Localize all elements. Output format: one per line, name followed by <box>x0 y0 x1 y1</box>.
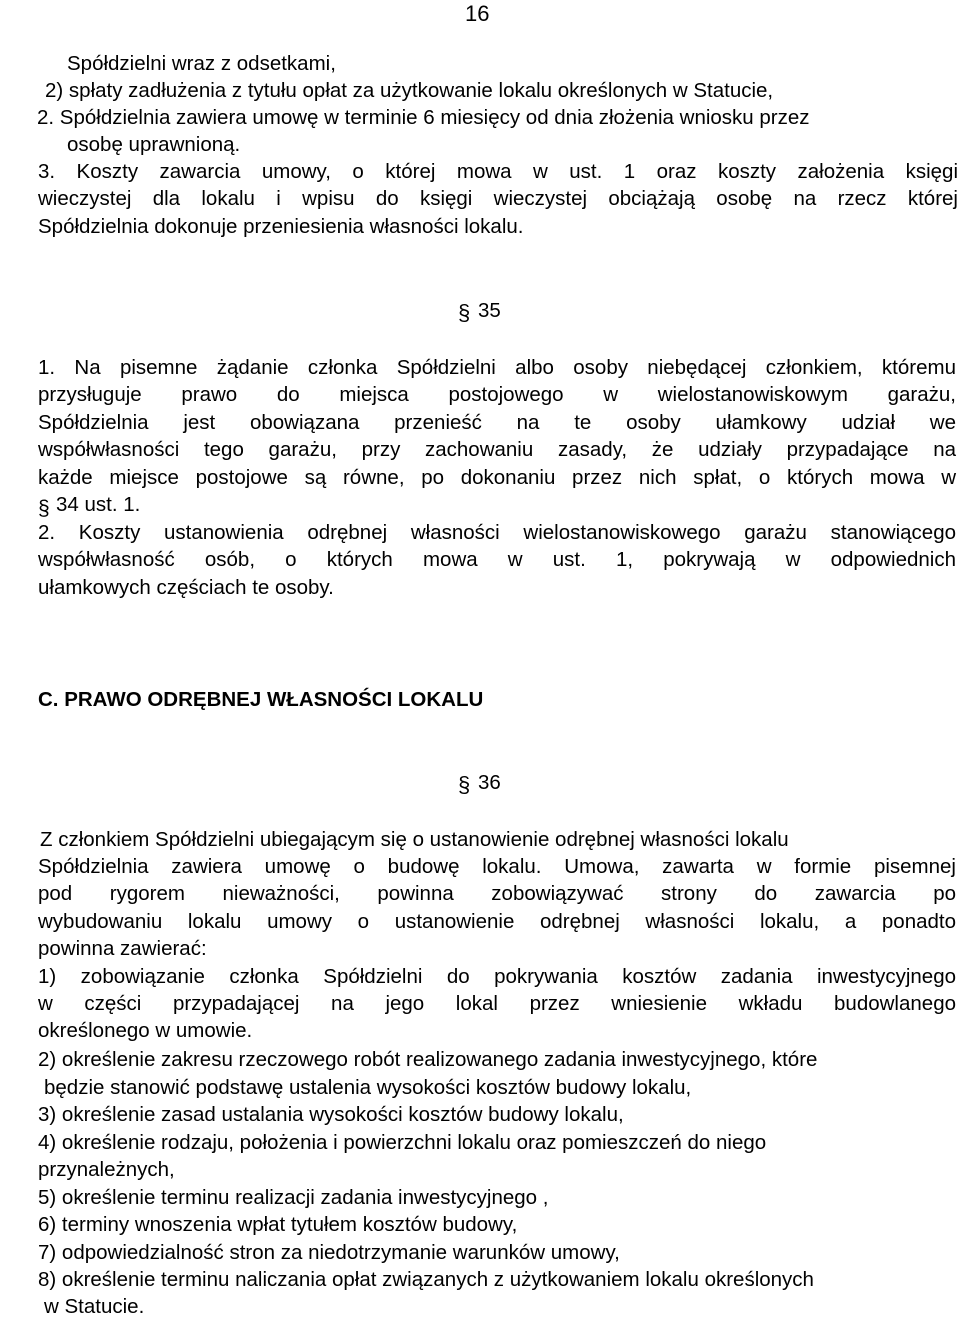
text-line: współwłasności tego garażu, przy zachowaniu zasady, że udziały przypadające na <box>38 438 956 462</box>
text-line: Spółdzielni wraz z odsetkami, <box>67 52 336 75</box>
text-line: określonego w umowie. <box>38 1019 253 1043</box>
list-item: 7) odpowiedzialność stron za niedotrzymanie warunków umowy, <box>38 1241 620 1264</box>
section-sign-icon <box>38 491 52 519</box>
section-heading <box>458 768 501 798</box>
section-sign-icon <box>458 296 472 324</box>
svg-text:§: § <box>458 772 470 796</box>
section-heading <box>458 296 501 326</box>
paragraph <box>38 853 956 1045</box>
list-item: 2) określenie zakresu rzeczowego robót realizowanego zadania inwestycyjnego, które <box>38 1048 818 1071</box>
svg-text:§: § <box>38 497 50 520</box>
section-number: 36 <box>478 771 501 794</box>
list-item: 6) terminy wnoszenia wpłat tytułem kosztów budowy, <box>38 1213 518 1236</box>
section-sign-icon <box>458 768 472 796</box>
text-line: przysługuje prawo do miejsca postojowego w wielostanowiskowym garażu, <box>38 383 956 407</box>
text-line: Spółdzielnia zawiera umowę o budowę lokalu. Umowa, zawarta w formie pisemnej <box>38 855 956 878</box>
paragraph <box>38 354 956 601</box>
chapter-heading: C. PRAWO ODRĘBNEJ WŁASNOŚCI LOKALU <box>38 688 484 711</box>
list-item: 1) zobowiązanie członka Spółdzielni do pokrywania kosztów zadania inwestycyjnego <box>38 964 956 988</box>
text-line: Spółdzielnia dokonuje przeniesienia własności lokalu. <box>38 214 524 238</box>
text-line: 3. Koszty zawarcia umowy, o której mowa w ust. 1 oraz koszty założenia księgi <box>38 160 958 183</box>
text-line: 1. Na pisemne żądanie członka Spółdzielni albo osoby niebędącej członkiem, któremu <box>38 356 956 379</box>
paragraph <box>38 158 958 240</box>
text-line: w Statucie. <box>44 1295 145 1318</box>
text-line: wieczystej dla lokalu i wpisu do księgi wieczystej obciążają osobę na rzecz której <box>38 187 958 211</box>
list-item: 3) określenie zasad ustalania wysokości kosztów budowy lokalu, <box>38 1103 624 1126</box>
text-line: osobę uprawnioną. <box>67 133 241 156</box>
text-line: każde miejsce postojowe są równe, po dokonaniu przez nich spłat, o których mowa w <box>38 465 956 489</box>
section-reference: 34 ust. 1. <box>56 493 141 517</box>
text-line: wybudowaniu lokalu umowy o ustanowienie odrębnej własności lokalu, a ponadto <box>38 909 956 933</box>
page-number: 16 <box>465 1 490 26</box>
list-item: 8) określenie terminu naliczania opłat związanych z użytkowaniem lokalu określonych <box>38 1268 814 1291</box>
list-item: 2. Spółdzielnia zawiera umowę w terminie 6 miesięcy od dnia złożenia wniosku przez <box>37 106 810 129</box>
list-item: 2) spłaty zadłużenia z tytułu opłat za użytkowanie lokalu określonych w Statucie, <box>45 79 774 102</box>
text-line: w części przypadającej na jego lokal przez wniesienie wkładu budowlanego <box>38 992 956 1016</box>
section-number: 35 <box>478 299 501 322</box>
text-line: ułamkowych częściach te osoby. <box>38 575 334 599</box>
text-line: współwłasność osób, o których mowa w ust. 1, pokrywają w odpowiednich <box>38 548 956 572</box>
text-line: Z członkiem Spółdzielni ubiegającym się o ustanowienie odrębnej własności lokalu <box>40 828 789 851</box>
list-item: 4) określenie rodzaju, położenia i powierzchni lokalu oraz pomieszczeń do niego <box>38 1131 767 1154</box>
text-line: pod rygorem nieważności, powinna zobowiązywać strony do zawarcia po <box>38 882 956 906</box>
text-line: będzie stanowić podstawę ustalenia wysokości kosztów budowy lokalu, <box>44 1076 692 1099</box>
text-line: Spółdzielnia jest obowiązana przenieść na te osoby ułamkowy udział we <box>38 410 956 434</box>
text-line: 2. Koszty ustanowienia odrębnej własności wielostanowiskowego garażu stanowiącego <box>38 521 956 545</box>
svg-text:§: § <box>458 300 470 324</box>
text-line: powinna zawierać: <box>38 937 207 961</box>
text-line <box>38 491 956 519</box>
list-item: 5) określenie terminu realizacji zadania inwestycyjnego , <box>38 1186 549 1209</box>
text-line: przynależnych, <box>38 1158 175 1181</box>
